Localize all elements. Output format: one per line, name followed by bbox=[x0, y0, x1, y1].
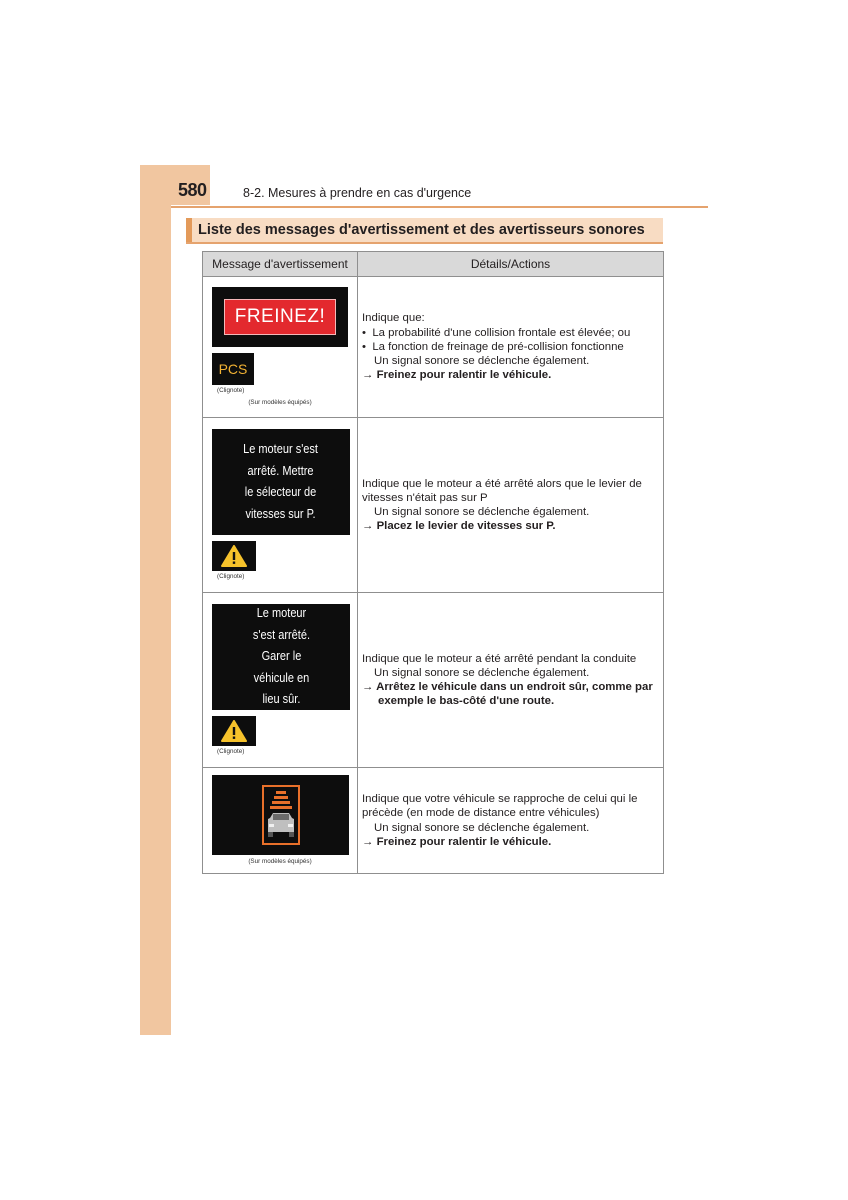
pcs-indicator-icon: PCS bbox=[212, 353, 254, 385]
details-action: → Placez le levier de vitesses sur P. bbox=[362, 520, 556, 533]
page-number: 580 bbox=[178, 180, 207, 200]
message-cell bbox=[203, 768, 358, 874]
model-note: (Sur modèles équipés) bbox=[248, 399, 312, 406]
message-cell bbox=[203, 418, 358, 593]
flash-caption: (Clignote) bbox=[217, 387, 245, 394]
display-screen bbox=[212, 287, 348, 347]
details-action: → Freinez pour ralentir le véhicule. bbox=[362, 369, 552, 382]
display-screen bbox=[212, 775, 349, 855]
display-screen bbox=[212, 429, 350, 535]
details-intro: Indique que le moteur a été arrêté alors que le levier de vitesses n'était pas sur P bbox=[362, 477, 642, 504]
details-signal: Un signal sonore se déclenche également. bbox=[374, 666, 590, 679]
flash-caption: (Clignote) bbox=[217, 573, 245, 580]
details-signal: Un signal sonore se déclenche également. bbox=[374, 821, 590, 834]
table-row bbox=[203, 768, 664, 874]
details-intro: Indique que: bbox=[362, 312, 425, 325]
details-intro: Indique que le moteur a été arrêté pendant la conduite bbox=[362, 652, 637, 665]
header-rule bbox=[171, 206, 708, 208]
details-cell bbox=[358, 768, 664, 874]
column-header-details: Détails/Actions bbox=[358, 252, 664, 277]
section-heading: Liste des messages d'avertissement et des avertisseurs sonores bbox=[186, 218, 663, 242]
details-cell bbox=[358, 418, 664, 593]
screen-message: Le moteur s'est arrêté. Garer le véhicule en lieu sûr. bbox=[252, 606, 310, 707]
details-bullet: • La fonction de freinage de pré-collision fonctionne bbox=[362, 340, 624, 353]
details-cell bbox=[358, 593, 664, 768]
warning-triangle-icon bbox=[212, 541, 256, 571]
warning-triangle-icon bbox=[212, 716, 256, 746]
table-header-row bbox=[203, 252, 664, 277]
warning-messages-table bbox=[202, 251, 664, 874]
table-row bbox=[203, 418, 664, 593]
details-cell bbox=[358, 277, 664, 418]
heading-underline bbox=[186, 242, 663, 244]
model-note: (Sur modèles équipés) bbox=[248, 858, 312, 865]
side-tab bbox=[140, 165, 171, 1035]
message-cell bbox=[203, 593, 358, 768]
display-screen bbox=[212, 604, 350, 710]
message-cell bbox=[203, 277, 358, 418]
table-row bbox=[203, 277, 664, 418]
table-row bbox=[203, 593, 664, 768]
vehicle-distance-warning-icon bbox=[259, 784, 303, 846]
details-bullet: • La probabilité d'une collision frontale est élevée; ou bbox=[362, 326, 631, 339]
details-action: → Freinez pour ralentir le véhicule. bbox=[362, 835, 552, 848]
details-signal: Un signal sonore se déclenche également. bbox=[374, 355, 590, 368]
flash-caption: (Clignote) bbox=[217, 748, 245, 755]
chapter-title: 8-2. Mesures à prendre en cas d'urgence bbox=[243, 186, 472, 200]
details-signal: Un signal sonore se déclenche également. bbox=[374, 506, 590, 518]
column-header-message: Message d'avertissement bbox=[203, 252, 358, 277]
details-action: → Arrêtez le véhicule dans un endroit sûr, comme par exemple le bas-côté d'une route. bbox=[362, 681, 653, 708]
details-intro: Indique que votre véhicule se rapproche de celui qui le précède (en mode de distance entre véhicules) bbox=[362, 793, 638, 820]
freinez-message: FREINEZ! bbox=[224, 299, 336, 335]
screen-message: Le moteur s'est arrêté. Mettre le sélecteur de vitesses sur P. bbox=[243, 442, 319, 521]
